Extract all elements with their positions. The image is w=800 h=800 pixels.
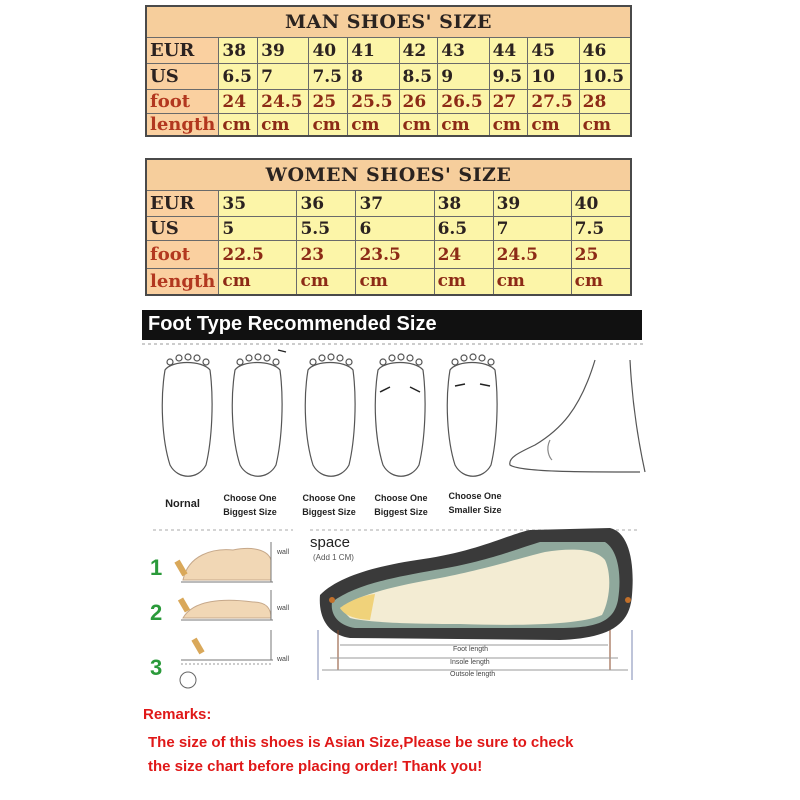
men-unit-cell: cm <box>348 114 399 137</box>
men-foot-cell: 27.5 <box>528 90 579 114</box>
foot-long-icon <box>305 354 355 476</box>
men-us-cell: 8.5 <box>399 64 438 90</box>
women-length-label: length <box>146 269 219 295</box>
foot-type-label: Nornal <box>165 498 200 510</box>
women-foot-cell: 22.5 <box>219 241 297 269</box>
women-size-table <box>145 158 632 296</box>
women-eur-cell: 40 <box>571 191 631 217</box>
foot-type-label: Choose One Biggest Size <box>223 493 277 517</box>
women-foot-cell: 25 <box>571 241 631 269</box>
men-foot-cell: 27 <box>489 90 528 114</box>
men-us-cell: 7.5 <box>309 64 348 90</box>
men-foot-cell: 24.5 <box>258 90 309 114</box>
foot-high-instep-icon <box>510 360 645 472</box>
men-eur-cell: 41 <box>348 38 399 64</box>
men-us-cell: 7 <box>258 64 309 90</box>
men-unit-cell: cm <box>309 114 348 137</box>
step-number: 3 <box>150 655 163 680</box>
women-us-label: US <box>146 217 219 241</box>
step-number: 2 <box>150 600 163 625</box>
wall-label: wall <box>277 605 290 612</box>
men-eur-cell: 45 <box>528 38 579 64</box>
women-us-cell: 6.5 <box>434 217 493 241</box>
insole-length-label: Insole length <box>450 659 490 666</box>
women-us-cell: 5 <box>219 217 297 241</box>
men-eur-cell: 38 <box>219 38 258 64</box>
men-table-title: MAN SHOES' SIZE <box>146 6 631 38</box>
women-us-cell: 6 <box>356 217 434 241</box>
remarks-title: Remarks: <box>143 706 212 723</box>
women-unit-cell: cm <box>493 269 571 295</box>
remarks-line-2: the size chart before placing order! Thank you! <box>148 758 483 775</box>
men-unit-cell: cm <box>399 114 438 137</box>
step-2-illustration <box>178 590 273 620</box>
men-eur-cell: 44 <box>489 38 528 64</box>
women-foot-label: foot <box>146 241 219 269</box>
women-eur-label: EUR <box>146 191 219 217</box>
men-us-cell: 10.5 <box>579 64 631 90</box>
women-eur-cell: 35 <box>219 191 297 217</box>
foot-wide-icon <box>375 354 425 476</box>
foot-narrow-icon <box>447 354 497 476</box>
men-us-cell: 9.5 <box>489 64 528 90</box>
space-sublabel: (Add 1 CM) <box>313 553 354 562</box>
foot-type-banner-title: Foot Type Recommended Size <box>148 313 437 335</box>
men-us-label: US <box>146 64 219 90</box>
women-eur-cell: 36 <box>297 191 356 217</box>
wall-label: wall <box>277 549 290 556</box>
men-foot-cell: 24 <box>219 90 258 114</box>
women-eur-cell: 37 <box>356 191 434 217</box>
men-foot-label: foot <box>146 90 219 114</box>
space-label: space <box>310 534 351 551</box>
wall-label: wall <box>277 656 290 663</box>
foot-type-label: Choose One Smaller Size <box>448 491 502 515</box>
remarks-line-1: The size of this shoes is Asian Size,Please be sure to check <box>148 734 574 751</box>
men-unit-cell: cm <box>258 114 309 137</box>
foot-length-label: Foot length <box>453 646 489 653</box>
men-eur-cell: 39 <box>258 38 309 64</box>
women-us-cell: 5.5 <box>297 217 356 241</box>
women-us-cell: 7.5 <box>571 217 631 241</box>
step-1-illustration <box>174 542 273 582</box>
men-foot-cell: 25 <box>309 90 348 114</box>
step-3-illustration <box>180 630 273 688</box>
women-eur-cell: 38 <box>434 191 493 217</box>
foot-wide-toe-icon <box>232 350 286 476</box>
men-unit-cell: cm <box>438 114 489 137</box>
men-unit-cell: cm <box>579 114 631 137</box>
outsole-length-label: Outsole length <box>450 671 496 678</box>
men-us-cell: 10 <box>528 64 579 90</box>
women-foot-cell: 23.5 <box>356 241 434 269</box>
men-foot-cell: 28 <box>579 90 631 114</box>
women-unit-cell: cm <box>571 269 631 295</box>
women-unit-cell: cm <box>434 269 493 295</box>
foot-normal-icon <box>162 354 212 476</box>
women-unit-cell: cm <box>219 269 297 295</box>
men-eur-cell: 42 <box>399 38 438 64</box>
men-eur-cell: 43 <box>438 38 489 64</box>
men-eur-label: EUR <box>146 38 219 64</box>
women-eur-cell: 39 <box>493 191 571 217</box>
foot-type-label: Choose One Biggest Size <box>374 493 428 517</box>
men-length-label: length <box>146 114 219 137</box>
women-unit-cell: cm <box>297 269 356 295</box>
women-foot-cell: 24.5 <box>493 241 571 269</box>
women-unit-cell: cm <box>356 269 434 295</box>
men-foot-cell: 26 <box>399 90 438 114</box>
men-foot-cell: 25.5 <box>348 90 399 114</box>
men-us-cell: 9 <box>438 64 489 90</box>
men-size-table <box>145 5 632 137</box>
women-foot-cell: 23 <box>297 241 356 269</box>
men-eur-cell: 40 <box>309 38 348 64</box>
step-number: 1 <box>150 555 163 580</box>
men-foot-cell: 26.5 <box>438 90 489 114</box>
foot-types-illustration <box>140 340 650 490</box>
men-eur-cell: 46 <box>579 38 631 64</box>
foot-type-label: Choose One Biggest Size <box>302 493 356 517</box>
women-table-title: WOMEN SHOES' SIZE <box>146 159 631 191</box>
men-unit-cell: cm <box>219 114 258 137</box>
women-us-cell: 7 <box>493 217 571 241</box>
shoe-cross-section <box>310 520 645 695</box>
foot-type-banner <box>142 310 642 340</box>
men-unit-cell: cm <box>489 114 528 137</box>
men-us-cell: 6.5 <box>219 64 258 90</box>
men-us-cell: 8 <box>348 64 399 90</box>
men-unit-cell: cm <box>528 114 579 137</box>
women-foot-cell: 24 <box>434 241 493 269</box>
